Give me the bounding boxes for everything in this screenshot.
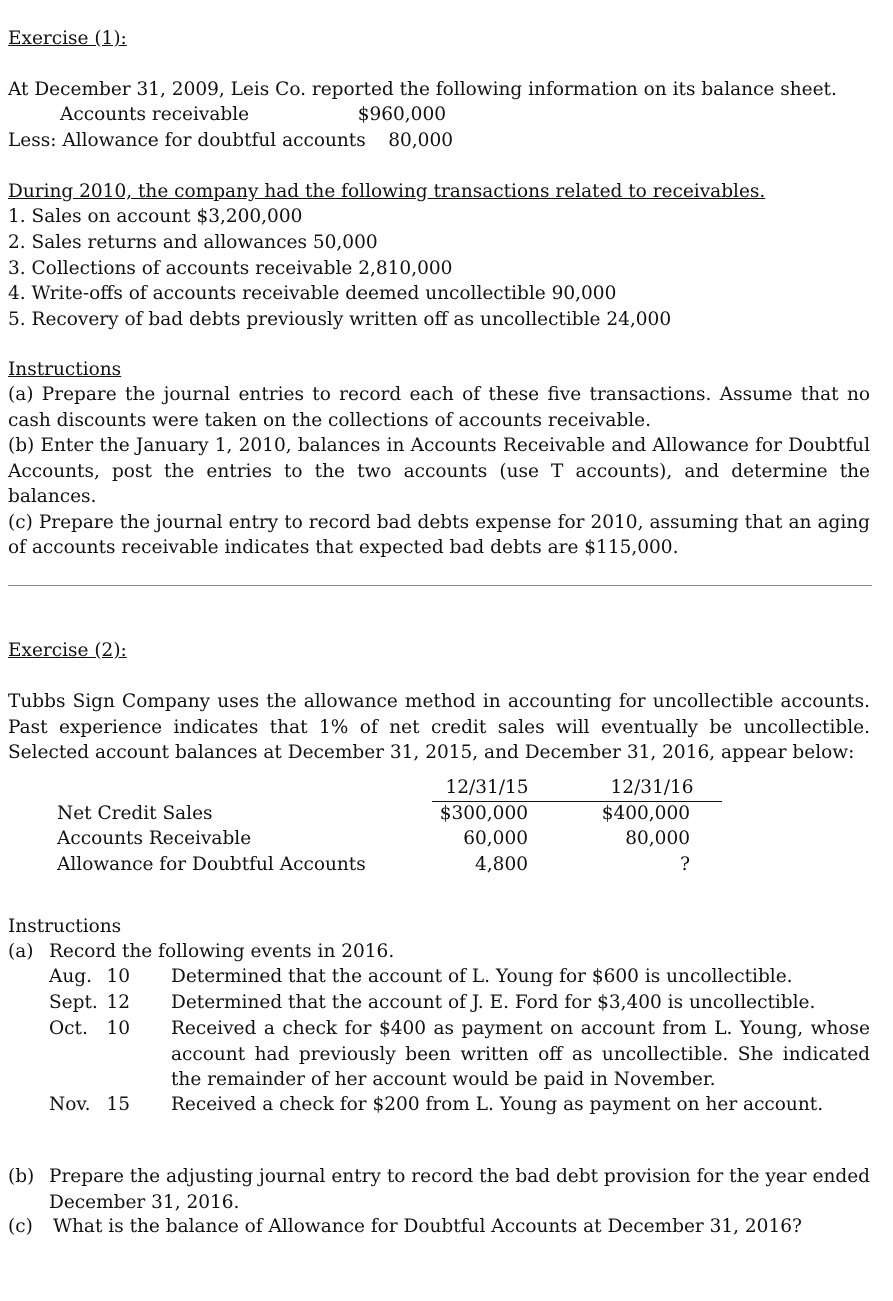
event-day: 10 — [106, 966, 130, 987]
event-text: Determined that the account of J. E. Ford for $3,400 is uncollectible. — [171, 992, 816, 1013]
exercise-2-intro: Tubbs Sign Company uses the allowance method in accounting for uncollectible accounts. Past experience indicates that 1% of net credit sales will eventually be uncollectible. Selected account balances at December 31, 2015, and December 31, 2016, appear below: — [8, 691, 870, 763]
table-cell: $400,000 — [601, 803, 690, 824]
event-text: Determined that the account of L. Young for $600 is uncollectible. — [171, 966, 793, 987]
event-day: 10 — [106, 1018, 130, 1039]
bs-ar-label: Accounts receivable — [60, 104, 250, 125]
part-a-text: Record the following events in 2016. — [49, 941, 395, 962]
exercise-1-intro: At December 31, 2009, Leis Co. reported the following information on its balance sheet. — [8, 79, 837, 100]
event-day: 12 — [106, 992, 130, 1013]
table-cell: 4,800 — [475, 854, 528, 875]
exercise-1-instructions-title: Instructions — [8, 359, 122, 380]
table-row-label: Accounts Receivable — [57, 828, 252, 849]
part-b-label: (b) — [8, 1166, 35, 1187]
section-divider — [8, 585, 872, 586]
event-month: Nov. — [49, 1094, 91, 1115]
part-a-label: (a) — [8, 941, 34, 962]
exercise-1-title: Exercise (1): — [8, 28, 127, 49]
transaction-item: 3. Collections of accounts receivable 2,810,000 — [8, 258, 453, 279]
table-cell: ? — [680, 854, 690, 875]
event-day: 15 — [106, 1094, 130, 1115]
table-cell: 60,000 — [463, 828, 528, 849]
event-month: Oct. — [49, 1018, 88, 1039]
bs-ar-value: $960,000 — [357, 104, 446, 125]
event-month: Sept. — [49, 992, 98, 1013]
exercise-1-instructions — [8, 382, 870, 561]
table-cell: $300,000 — [439, 803, 528, 824]
part-c-label: (c) — [8, 1216, 33, 1237]
event-month: Aug. — [49, 966, 92, 987]
exercise-2-title: Exercise (2): — [8, 640, 127, 661]
event-text: Received a check for $400 as payment on account from L. Young, whose account had previously been written off as uncollectible. She indicated the remainder of her account would be paid in November. — [171, 1018, 870, 1090]
instruction-a: (a) Prepare the journal entries to record each of these five transactions. Assume that no cash discounts were taken on the collections of accounts receivable. — [8, 384, 870, 431]
transaction-item: 2. Sales returns and allowances 50,000 — [8, 232, 378, 253]
bs-allowance-label: Less: Allowance for doubtful accounts — [8, 130, 366, 151]
exercise-2-instructions-title: Instructions — [8, 916, 122, 937]
bs-allowance-value: 80,000 — [388, 130, 453, 151]
transaction-item: 5. Recovery of bad debts previously written off as uncollectible 24,000 — [8, 309, 672, 330]
column-header-2016: 12/31/16 — [542, 775, 722, 802]
table-cell: 80,000 — [625, 828, 690, 849]
column-header-2015: 12/31/15 — [432, 775, 542, 802]
during-heading: During 2010, the company had the following transactions related to receivables. — [8, 181, 766, 202]
event-text: Received a check for $200 from L. Young as payment on her account. — [171, 1094, 824, 1115]
part-b-text: Prepare the adjusting journal entry to record the bad debt provision for the year ended December 31, 2016. — [49, 1166, 870, 1213]
table-row-label: Net Credit Sales — [57, 803, 213, 824]
table-row-label: Allowance for Doubtful Accounts — [57, 854, 366, 875]
part-c-text: What is the balance of Allowance for Doubtful Accounts at December 31, 2016? — [53, 1216, 802, 1237]
transaction-item: 4. Write-offs of accounts receivable deemed uncollectible 90,000 — [8, 283, 617, 304]
transaction-item: 1. Sales on account $3,200,000 — [8, 206, 303, 227]
instruction-b: (b) Enter the January 1, 2010, balances in Accounts Receivable and Allowance for Doubtful Accounts, post the entries to the two accounts (use T accounts), and determine the balances. — [8, 435, 870, 507]
instruction-c: (c) Prepare the journal entry to record bad debts expense for 2010, assuming that an aging of accounts receivable indicates that expected bad debts are $115,000. — [8, 511, 870, 558]
